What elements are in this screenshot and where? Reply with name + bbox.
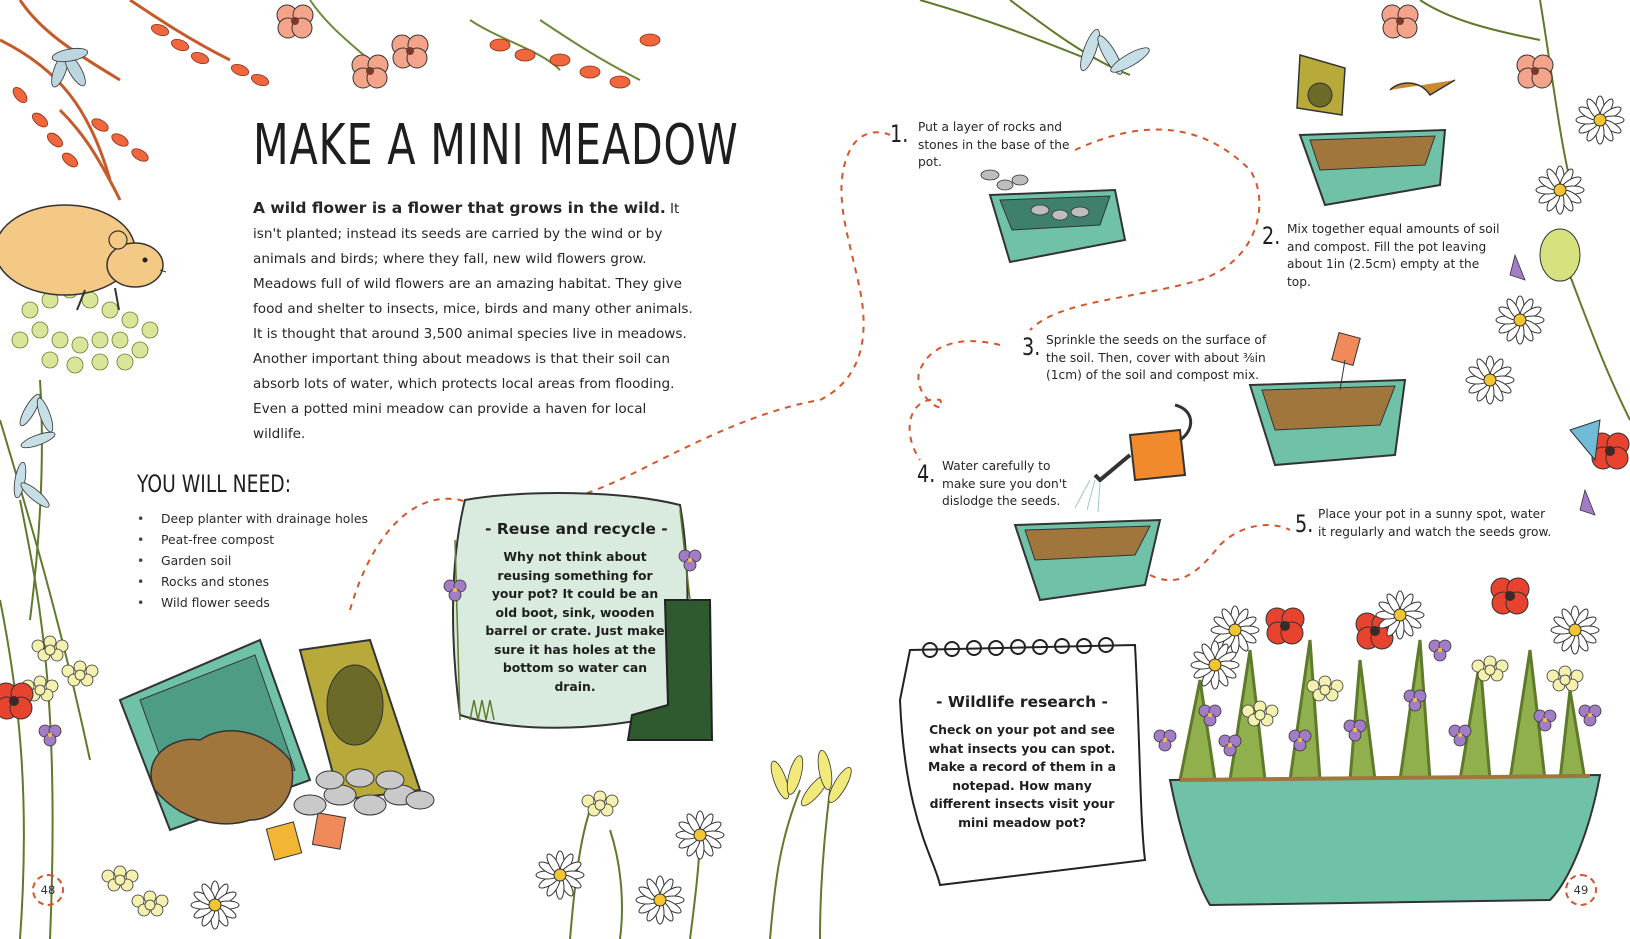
step-4-text: Water carefully to make sure you don't dislodge the seeds.: [942, 459, 1067, 509]
step-4-number: 4.: [917, 460, 936, 488]
reuse-body: Why not think about reusing something for your pot? It could be an old boot, sink, wooden barrel or crate. Just make sure it has holes at the bottom so water can drain.: [485, 549, 665, 694]
needs-item: • Garden soil: [137, 550, 368, 571]
step-2-number: 2.: [1262, 222, 1281, 250]
step-1-number: 1.: [890, 120, 909, 148]
page-title: MAKE A MINI MEADOW: [253, 113, 739, 178]
research-heading: - Wildlife research -: [936, 693, 1108, 711]
watering-can-icon: [1075, 405, 1191, 512]
step-3-text: Sprinkle the seeds on the surface of the soil. Then, cover with about ⅜in (1cm) of the soil and compost mix.: [1046, 333, 1267, 383]
needs-item: • Wild flower seeds: [137, 592, 368, 613]
research-card: [927, 693, 1117, 832]
planter-with-soil-icon: [120, 640, 310, 830]
step-5-text: Place your pot in a sunny spot, water it regularly and watch the seeds grow.: [1318, 507, 1552, 539]
needs-list: [137, 508, 368, 613]
intro-paragraph: [253, 196, 693, 447]
step-2-text: Mix together equal amounts of soil and compost. Fill the pot leaving about 1in (2.5cm) empty at the top.: [1287, 222, 1500, 289]
intro-lead: A wild flower is a flower that grows in the wild.: [253, 199, 666, 217]
step-1-text: Put a layer of rocks and stones in the base of the pot.: [918, 120, 1070, 170]
step4-pot-icon: [1015, 520, 1160, 600]
reuse-heading: - Reuse and recycle -: [485, 520, 668, 538]
step-3-number: 3.: [1022, 333, 1041, 361]
needs-heading: YOU WILL NEED:: [137, 470, 292, 498]
needs-item: • Deep planter with drainage holes: [137, 508, 368, 529]
step2-pot-with-compost-icon: [1297, 55, 1455, 205]
step-5-number: 5.: [1295, 510, 1314, 538]
flower-planter-icon: [1170, 640, 1600, 905]
needs-item: • Rocks and stones: [137, 571, 368, 592]
step1-pot-with-stones-icon: [981, 170, 1125, 262]
page-number-left: 48: [32, 874, 64, 906]
research-body: Check on your pot and see what insects you can spot. Make a record of them in a notepad. How many different insects visit your mini meadow pot?: [928, 722, 1116, 830]
reuse-card: [485, 520, 668, 696]
harvest-mouse-icon: [0, 205, 166, 310]
needs-item: • Peat-free compost: [137, 529, 368, 550]
intro-body: It isn't planted; instead its seeds are carried by the wind or by animals and birds; where they fall, new wild flowers grow. Meadows full of wild flowers are an amazing habitat. They give food and shelter to insects, mice, birds and many other animals. It is thought that around 3,500 animal species live in meadows. Another important thing about meadows is that their soil can absorb lots of water, which protects local areas from flooding. Even a potted mini meadow can provide a haven for local wildlife.: [253, 201, 693, 442]
page-number-right: 49: [1565, 874, 1597, 906]
